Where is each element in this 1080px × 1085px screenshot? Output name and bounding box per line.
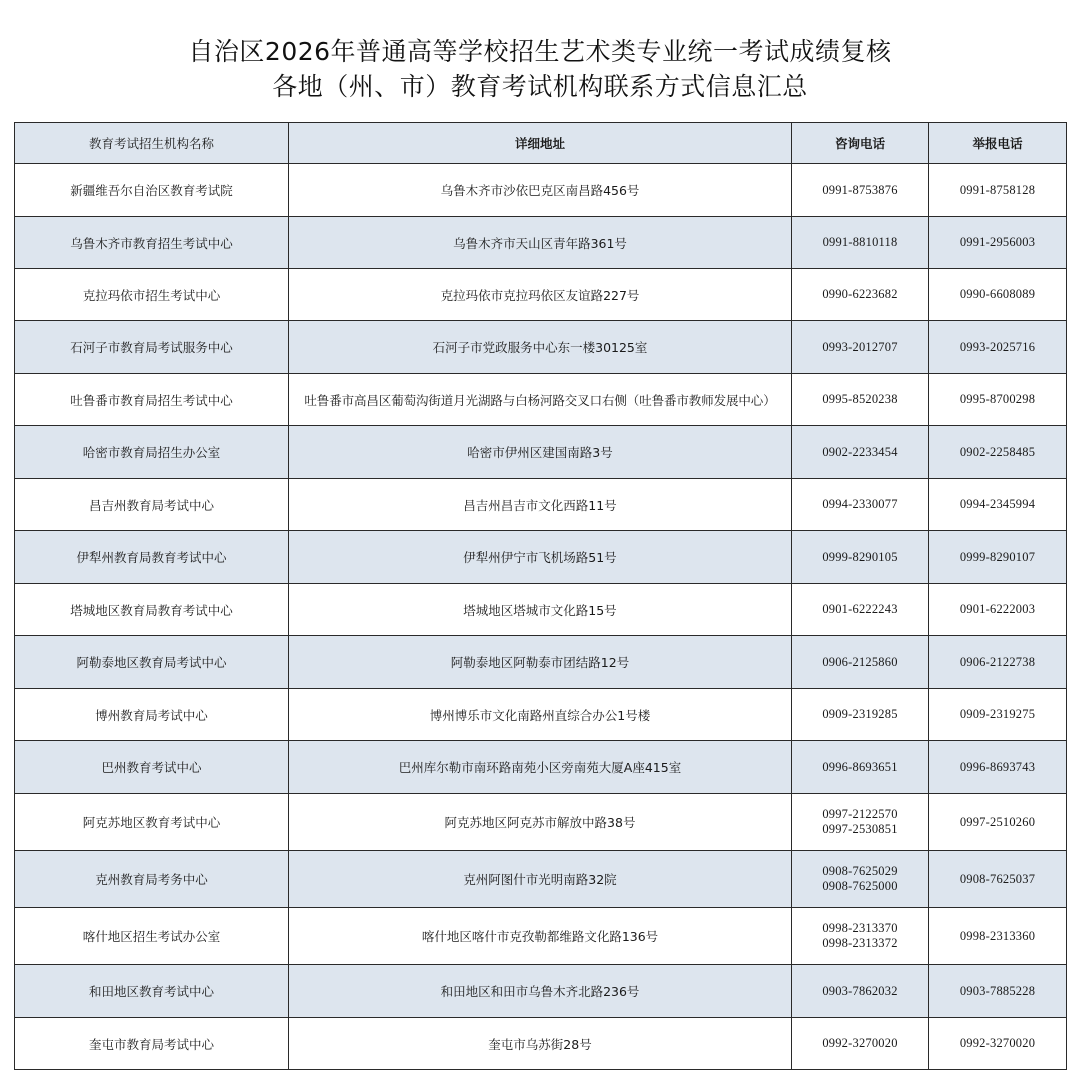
consult-phone-number: 0992-3270020 <box>822 1036 898 1050</box>
consult-phone-cell <box>792 689 929 741</box>
address-cell: 吐鲁番市高昌区葡萄沟街道月光湖路与白杨河路交叉口右侧（吐鲁番市教师发展中心） <box>289 374 792 426</box>
institution-name-cell: 克州教育局考务中心 <box>15 851 289 908</box>
consult-phone-number: 0909-2319285 <box>822 707 898 721</box>
table-row <box>15 1018 1067 1070</box>
report-phone-cell: 0909-2319275 <box>929 689 1067 741</box>
table-row <box>15 426 1067 479</box>
address-cell: 乌鲁木齐市天山区青年路361号 <box>289 217 792 269</box>
institution-name-cell: 塔城地区教育局教育考试中心 <box>15 584 289 636</box>
report-phone-cell: 0995-8700298 <box>929 374 1067 426</box>
table-row <box>15 965 1067 1018</box>
institution-name-cell: 新疆维吾尔自治区教育考试院 <box>15 164 289 217</box>
header-report-phone: 举报电话 <box>929 123 1067 164</box>
table-header-row <box>15 123 1067 164</box>
contact-table <box>14 122 1067 1070</box>
title-line-1: 自治区2026年普通高等学校招生艺术类专业统一考试成绩复核 <box>188 37 892 66</box>
table-row <box>15 741 1067 794</box>
table-row <box>15 269 1067 321</box>
contact-table-wrapper <box>14 122 1066 1070</box>
consult-phone-cell <box>792 374 929 426</box>
consult-phone-cell <box>792 531 929 584</box>
address-cell: 克州阿图什市光明南路32院 <box>289 851 792 908</box>
report-phone-cell: 0992-3270020 <box>929 1018 1067 1070</box>
table-row <box>15 531 1067 584</box>
report-phone-cell: 0908-7625037 <box>929 851 1067 908</box>
address-cell: 克拉玛依市克拉玛依区友谊路227号 <box>289 269 792 321</box>
institution-name-cell: 阿勒泰地区教育局考试中心 <box>15 636 289 689</box>
address-cell: 乌鲁木齐市沙依巴克区南昌路456号 <box>289 164 792 217</box>
consult-phone-cell <box>792 636 929 689</box>
document-title <box>0 34 1080 104</box>
consult-phone-cell <box>792 584 929 636</box>
consult-phone-number: 0901-6222243 <box>822 602 898 616</box>
address-cell: 博州博乐市文化南路州直综合办公1号楼 <box>289 689 792 741</box>
address-cell: 喀什地区喀什市克孜勒都维路文化路136号 <box>289 908 792 965</box>
header-consult-phone: 咨询电话 <box>792 123 929 164</box>
institution-name-cell: 乌鲁木齐市教育招生考试中心 <box>15 217 289 269</box>
consult-phone-number: 0902-2233454 <box>822 444 898 459</box>
report-phone-cell: 0994-2345994 <box>929 479 1067 531</box>
consult-phone-number: 0998-2313372 <box>822 936 898 950</box>
report-phone-cell: 0901-6222003 <box>929 584 1067 636</box>
consult-phone-number: 0997-2122570 <box>822 807 898 821</box>
consult-phone-number: 0993-2012707 <box>822 339 898 354</box>
consult-phone-cell <box>792 851 929 908</box>
header-address: 详细地址 <box>289 123 792 164</box>
consult-phone-cell <box>792 217 929 269</box>
consult-phone-number: 0999-8290105 <box>822 549 898 564</box>
institution-name-cell: 阿克苏地区教育考试中心 <box>15 794 289 851</box>
address-cell: 阿勒泰地区阿勒泰市团结路12号 <box>289 636 792 689</box>
table-row <box>15 794 1067 851</box>
consult-phone-number: 0903-7862032 <box>822 983 898 998</box>
institution-name-cell: 石河子市教育局考试服务中心 <box>15 321 289 374</box>
report-phone-cell: 0999-8290107 <box>929 531 1067 584</box>
consult-phone-number: 0994-2330077 <box>822 497 898 511</box>
consult-phone-number: 0991-8810118 <box>822 235 898 249</box>
address-cell: 石河子市党政服务中心东一楼30125室 <box>289 321 792 374</box>
table-row <box>15 374 1067 426</box>
title-line-2: 各地（州、市）教育考试机构联系方式信息汇总 <box>272 72 808 101</box>
table-row <box>15 689 1067 741</box>
report-phone-cell: 0996-8693743 <box>929 741 1067 794</box>
table-row <box>15 164 1067 217</box>
address-cell: 昌吉州昌吉市文化西路11号 <box>289 479 792 531</box>
report-phone-cell: 0903-7885228 <box>929 965 1067 1018</box>
address-cell: 伊犁州伊宁市飞机场路51号 <box>289 531 792 584</box>
institution-name-cell: 哈密市教育局招生办公室 <box>15 426 289 479</box>
institution-name-cell: 吐鲁番市教育局招生考试中心 <box>15 374 289 426</box>
address-cell: 和田地区和田市乌鲁木齐北路236号 <box>289 965 792 1018</box>
institution-name-cell: 巴州教育考试中心 <box>15 741 289 794</box>
report-phone-cell: 0991-8758128 <box>929 164 1067 217</box>
address-cell: 哈密市伊州区建国南路3号 <box>289 426 792 479</box>
address-cell: 阿克苏地区阿克苏市解放中路38号 <box>289 794 792 851</box>
table-row <box>15 217 1067 269</box>
consult-phone-cell <box>792 908 929 965</box>
consult-phone-number: 0998-2313370 <box>822 921 898 935</box>
consult-phone-number: 0908-7625029 <box>822 864 898 878</box>
institution-name-cell: 伊犁州教育局教育考试中心 <box>15 531 289 584</box>
report-phone-cell: 0998-2313360 <box>929 908 1067 965</box>
consult-phone-cell <box>792 269 929 321</box>
institution-name-cell: 克拉玛依市招生考试中心 <box>15 269 289 321</box>
consult-phone-number: 0997-2530851 <box>822 822 898 836</box>
table-row <box>15 908 1067 965</box>
table-row <box>15 479 1067 531</box>
report-phone-cell: 0991-2956003 <box>929 217 1067 269</box>
address-cell: 巴州库尔勒市南环路南苑小区旁南苑大厦A座415室 <box>289 741 792 794</box>
institution-name-cell: 喀什地区招生考试办公室 <box>15 908 289 965</box>
consult-phone-number: 0908-7625000 <box>822 879 898 893</box>
report-phone-cell: 0902-2258485 <box>929 426 1067 479</box>
report-phone-cell: 0997-2510260 <box>929 794 1067 851</box>
consult-phone-cell <box>792 965 929 1018</box>
consult-phone-cell <box>792 321 929 374</box>
institution-name-cell: 奎屯市教育局考试中心 <box>15 1018 289 1070</box>
table-body <box>15 164 1067 1070</box>
institution-name-cell: 昌吉州教育局考试中心 <box>15 479 289 531</box>
table-row <box>15 321 1067 374</box>
institution-name-cell: 博州教育局考试中心 <box>15 689 289 741</box>
report-phone-cell: 0990-6608089 <box>929 269 1067 321</box>
report-phone-cell: 0993-2025716 <box>929 321 1067 374</box>
consult-phone-number: 0990-6223682 <box>822 287 898 301</box>
consult-phone-number: 0991-8753876 <box>822 182 898 197</box>
header-institution-name: 教育考试招生机构名称 <box>15 123 289 164</box>
address-cell: 塔城地区塔城市文化路15号 <box>289 584 792 636</box>
consult-phone-number: 0996-8693651 <box>822 759 898 774</box>
consult-phone-cell <box>792 164 929 217</box>
report-phone-cell: 0906-2122738 <box>929 636 1067 689</box>
consult-phone-number: 0995-8520238 <box>822 392 898 406</box>
consult-phone-cell <box>792 426 929 479</box>
table-row <box>15 584 1067 636</box>
table-row <box>15 636 1067 689</box>
institution-name-cell: 和田地区教育考试中心 <box>15 965 289 1018</box>
consult-phone-number: 0906-2125860 <box>822 654 898 669</box>
consult-phone-cell <box>792 479 929 531</box>
address-cell: 奎屯市乌苏街28号 <box>289 1018 792 1070</box>
consult-phone-cell <box>792 1018 929 1070</box>
consult-phone-cell <box>792 794 929 851</box>
consult-phone-cell <box>792 741 929 794</box>
table-row <box>15 851 1067 908</box>
